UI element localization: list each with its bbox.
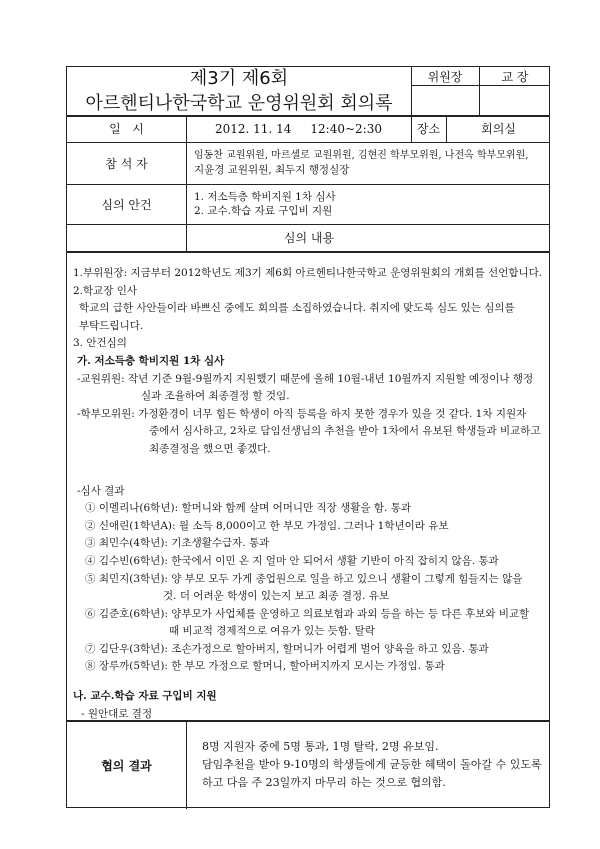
content-line: 3. 안건심의 <box>73 337 127 350</box>
result-heading: -심사 결과 <box>77 484 125 497</box>
sign-label-chair: 위원장 <box>427 69 463 84</box>
conclusion-line: 담임추천을 받아 9-10명의 학생들에게 균등한 혜택이 돌아갈 수 있도록 <box>202 758 542 771</box>
attendees-value <box>186 142 551 184</box>
content-heading: 심의 내용 <box>283 231 335 245</box>
opinion-line: -교원위원: 작년 기준 9월-9월까지 지원했기 때문에 올해 10월-내년 10월까지 지원할 예정이나 행정 <box>77 372 534 385</box>
result-item: ⑧ 장루까(5학년): 한 부모 가정으로 할머니, 할아버지까지 모시는 가정임. 통과 <box>85 660 445 673</box>
meeting-minutes-document <box>66 66 550 808</box>
attendees-line: 임동찬 교원위원, 마르셀로 교원위원, 김현진 학부모위원, 나전옥 학부모위원, <box>194 150 529 161</box>
discussion-content <box>73 265 547 723</box>
conclusion-line: 하고 다음 주 23일까지 마무리 하는 것으로 협의함. <box>202 776 446 789</box>
title-line: 제3기 제6회 <box>189 68 289 89</box>
attendees-label: 참 석 자 <box>105 156 148 171</box>
place-value: 회의실 <box>481 122 516 136</box>
divider <box>67 251 549 253</box>
date-label: 일 시 <box>109 122 144 136</box>
agenda-item: 2. 교수.학습 자료 구입비 지원 <box>194 205 333 217</box>
agenda-list <box>186 184 551 224</box>
result-item: ③ 최민수(4학년): 기초생활수급자. 통과 <box>85 537 270 550</box>
content-line: 2.학교장 인사 <box>73 284 138 297</box>
result-item: ⑤ 최민지(3학년): 양 부모 모두 가게 종업원으로 일을 하고 있으니 생활이 그렇게 힘들지는 않을 <box>85 572 523 585</box>
sign-label-principal: 교 장 <box>501 69 529 84</box>
conclusion-label: 협의 결과 <box>101 758 152 773</box>
opinion-line: -학부모위원: 가정환경이 너무 힘든 학생이 아직 등록을 하지 못한 경우가 있을 것 같다. 1차 지원자 <box>77 407 527 420</box>
attendees-line: 지윤경 교원위원, 최두지 행정실장 <box>194 164 350 176</box>
result-item: ⑦ 김단우(3학년): 조손가정으로 할아버지, 할머니가 어렵게 벌어 양육을 하고 있음. 통과 <box>85 642 489 655</box>
result-item: ④ 김수빈(6학년): 한국에서 이민 온 지 얼마 안 되어서 생활 기반이 아직 잡히지 않음. 통과 <box>85 554 499 567</box>
section-heading: 나. 교수.학습 자료 구입비 지원 <box>73 690 217 703</box>
content-line: 학교의 급한 사안들이라 바쁘신 중에도 회의를 소집하였습니다. 취지에 맞도록 심도 있는 심의를 <box>79 302 515 315</box>
opinion-line: 실과 조율하여 최종결정 할 것임. <box>141 390 290 403</box>
date-value: 2012. 11. 14 12:40~2:30 <box>215 121 382 136</box>
result-item: ⑥ 김준호(6학년): 양부모가 사업체를 운영하고 의료보험과 과외 등을 하는 등 다른 후보와 비교할 <box>85 607 530 620</box>
result-item: ① 이멜리나(6학년): 할머니와 함께 살며 어머니만 직장 생활을 함. 통과 <box>85 502 412 515</box>
place-label: 장소 <box>416 122 441 136</box>
agenda-item: 1. 저소득층 학비지원 1차 심사 <box>194 191 336 203</box>
conclusion-line: 8명 지원자 중에 5명 통과, 1명 탈락, 2명 유보임. <box>202 740 439 753</box>
conclusion-text <box>186 721 551 809</box>
title-line: 아르헨티나한국학교 운영위원회 회의록 <box>85 93 393 114</box>
agenda-label: 심의 안건 <box>101 197 152 212</box>
divider <box>411 85 549 86</box>
result-item: ② 신애린(1학년A): 월 소득 8,000이고 한 부모 가정임. 그러나 1학년이라 유보 <box>85 519 449 532</box>
content-line: 부탁드립니다. <box>79 319 144 332</box>
section-heading: 가. 저소득층 학비지원 1차 심사 <box>77 354 225 367</box>
opinion-line: 최종결정을 했으면 좋겠다. <box>149 442 271 455</box>
opinion-line: 중에서 심사하고, 2차로 담임선생님의 추천을 받아 1차에서 유보된 학생들과 비교하고 <box>149 425 541 438</box>
content-line: 1.부위원장: 지금부터 2012학년도 제3기 제6회 아르헨티나한국학교 운영위원회의 개회를 선언합니다. <box>73 267 543 279</box>
result-item: 때 비교적 경제적으로 여유가 있는 듯함. 탈락 <box>169 625 375 638</box>
result-item: 것. 더 어려운 학생이 있는지 보고 최종 결정. 유보 <box>163 590 390 603</box>
content-line: - 원안대로 결정 <box>81 707 153 720</box>
document-title <box>67 67 411 115</box>
